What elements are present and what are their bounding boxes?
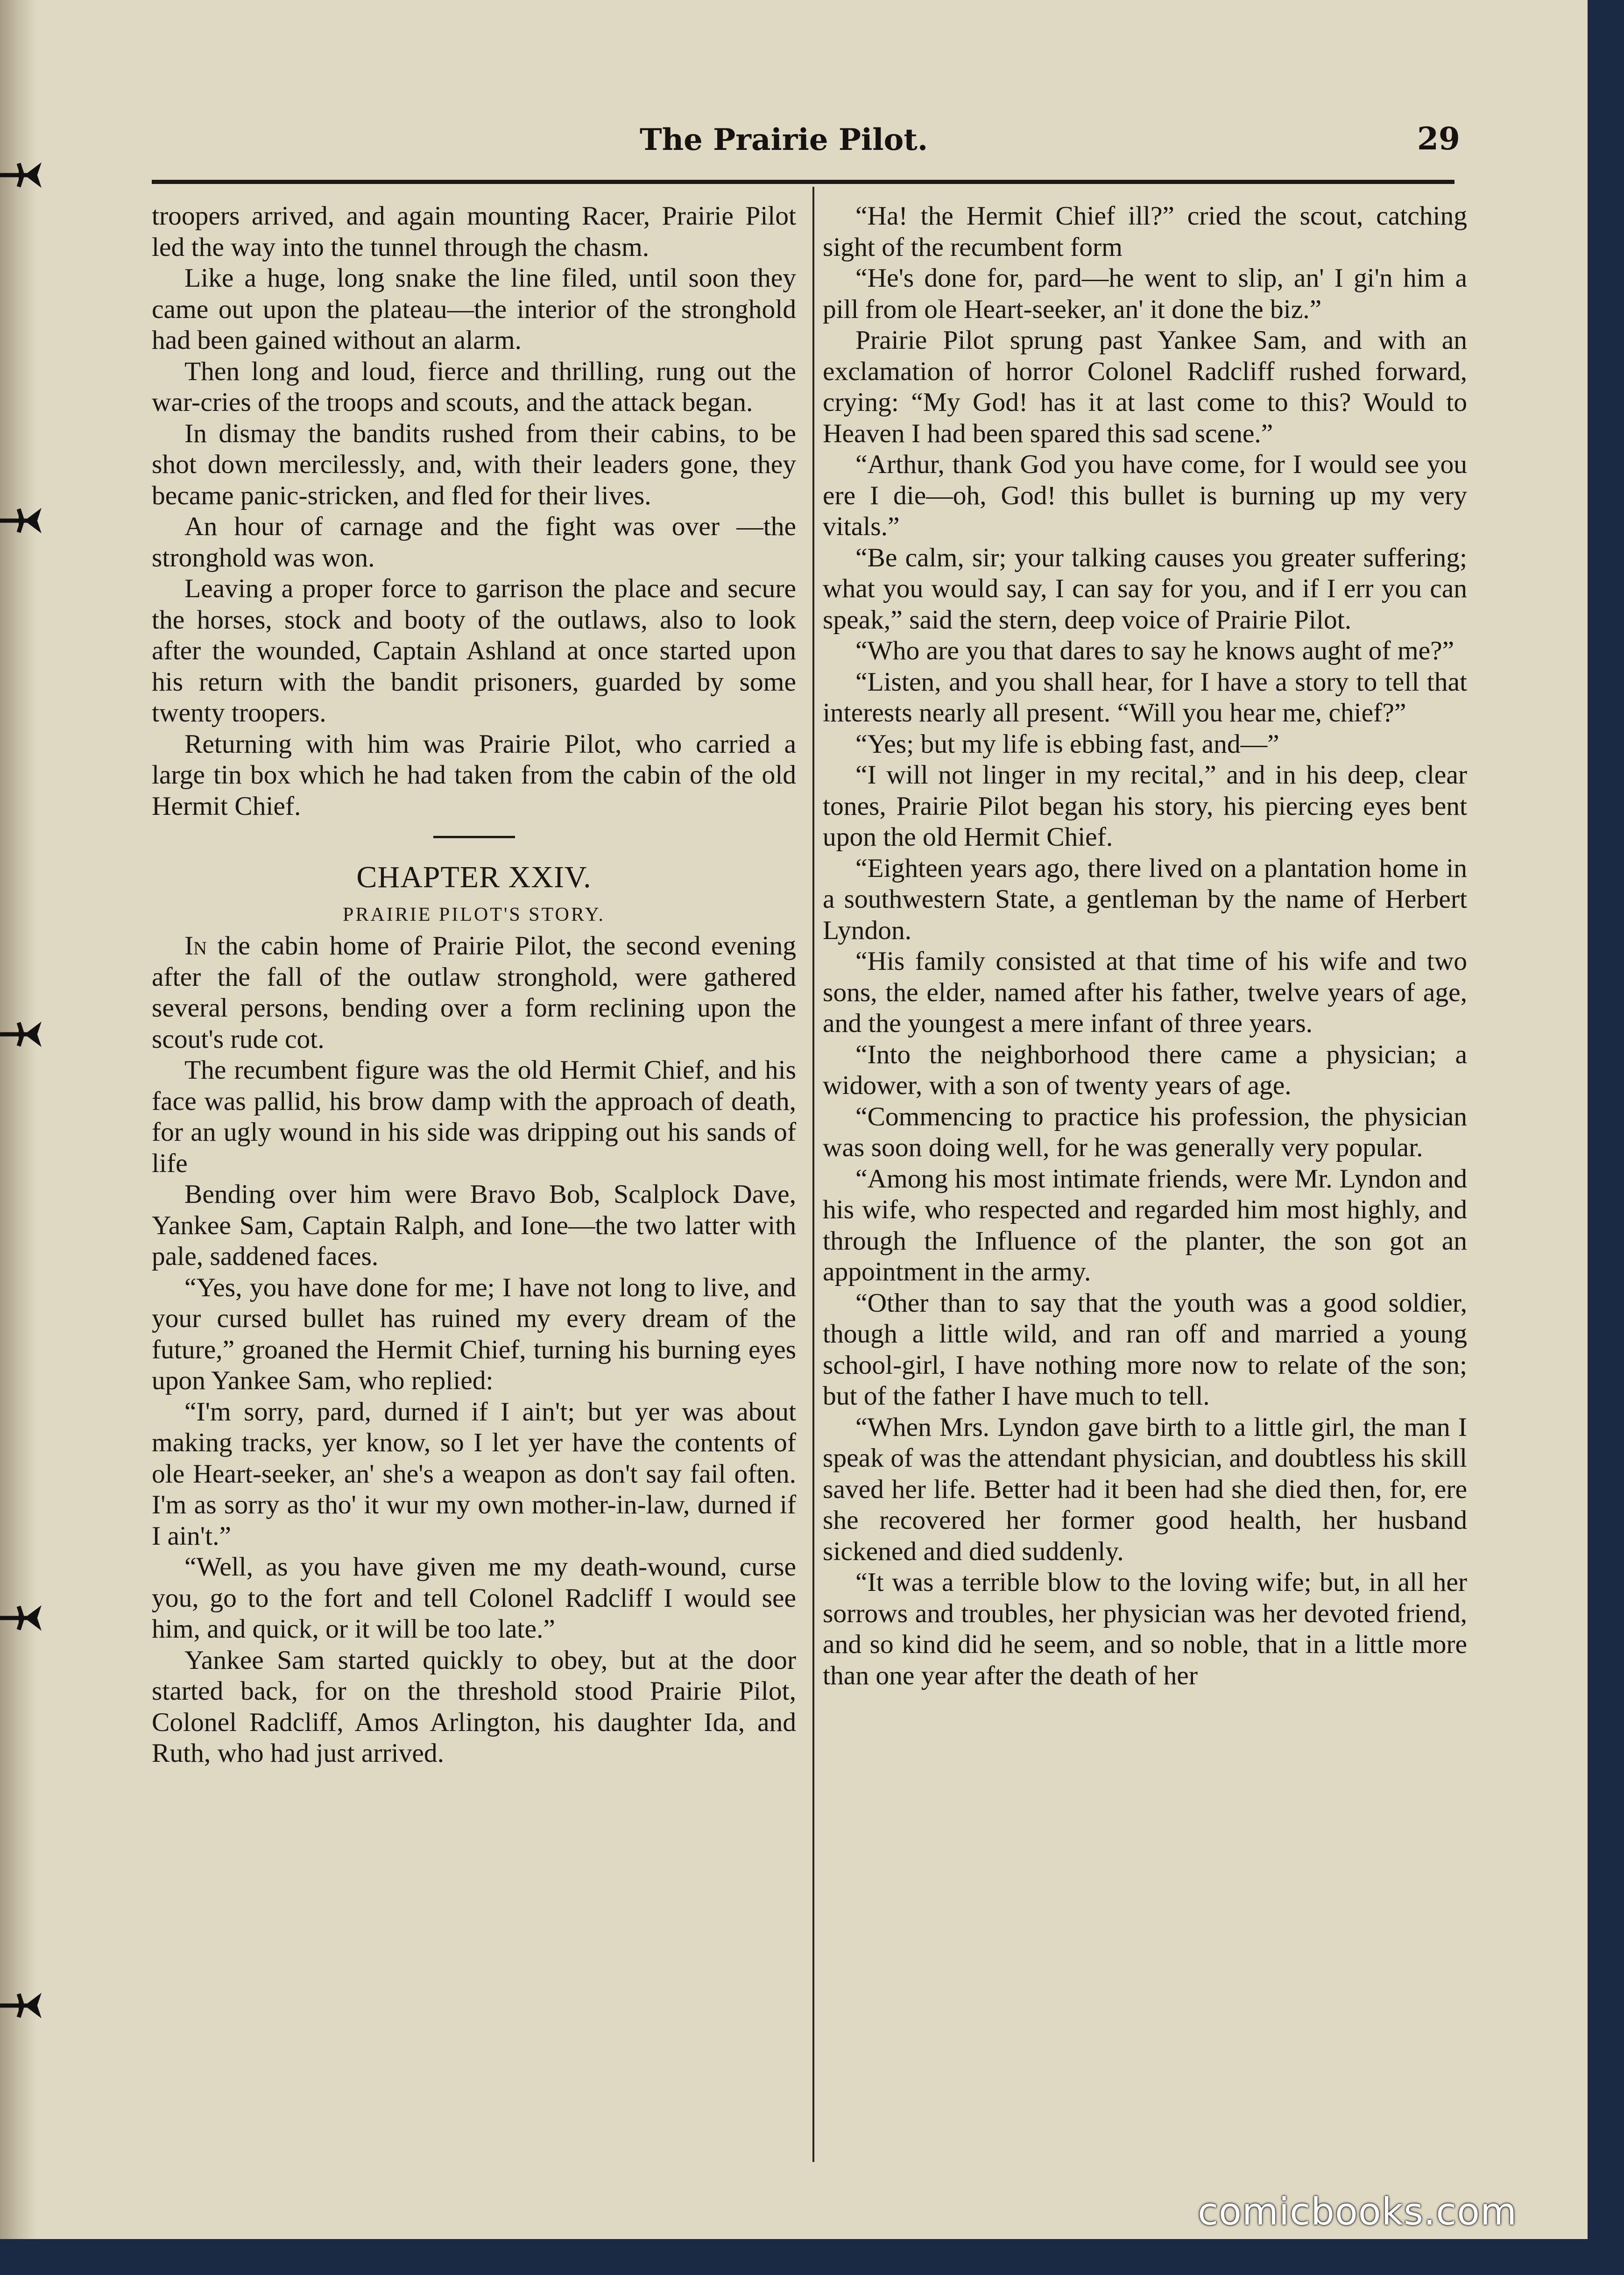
paragraph: “Be calm, sir; your talking causes you greater suffering; what you would say, I can say for you, and if I err you can speak,” said the stern, deep voice of Prairie Pilot. <box>823 543 1467 635</box>
paragraph: “Commencing to practice his profession, the physician was soon doing well, for he was generally very popular. <box>823 1102 1467 1162</box>
column-divider <box>812 187 814 2162</box>
paragraph: Bending over him were Bravo Bob, Scalplock Dave, Yankee Sam, Captain Ralph, and Ione—the two latter with pale, saddened faces. <box>152 1180 796 1271</box>
binding-stitch-icon <box>0 154 51 196</box>
paragraph: “Well, as you have given me my death-wound, curse you, go to the fort and tell Colonel Radcliff I would see him, and quick, or it will be too late.” <box>152 1552 796 1644</box>
paragraph: Returning with him was Prairie Pilot, who carried a large tin box which he had taken from the cabin of the old Hermit Chief. <box>152 729 796 821</box>
binding-stitch-icon <box>0 500 51 542</box>
chapter-first-word: In <box>184 931 207 961</box>
paragraph: “When Mrs. Lyndon gave birth to a little girl, the man I speak of was the attendant physician, and doubtless his skill saved her life. Better had it been had she died then, for, ere she recovered her former good health, her husband sickened and died suddenly. <box>823 1412 1467 1566</box>
right-column <box>823 201 1467 1691</box>
page-number: 29 <box>1417 120 1460 157</box>
chapter-title: CHAPTER XXIV. <box>356 860 592 894</box>
chapter-rule <box>433 836 515 838</box>
page-binding-edge <box>0 0 36 2239</box>
binding-stitch-icon <box>0 1013 51 1055</box>
running-head: The Prairie Pilot. <box>640 122 928 157</box>
chapter-subtitle: PRAIRIE PILOT'S STORY. <box>343 904 605 926</box>
paragraph: Like a huge, long snake the line filed, until soon they came out upon the plateau—the interior of the stronghold had been gained without an alarm. <box>152 263 796 355</box>
chapter-first-paragraph-text: the cabin home of Prairie Pilot, the second evening after the fall of the outlaw stronghold, were gathered several persons, bending over a form reclining upon the scout's rude cot. <box>152 931 796 1054</box>
paragraph: “Into the neighborhood there came a physician; a widower, with a son of twenty years of age. <box>823 1039 1467 1100</box>
paragraph: An hour of carnage and the fight was over —the stronghold was won. <box>152 512 796 572</box>
paragraph: “Arthur, thank God you have come, for I would see you ere I die—oh, God! this bullet is burning up my very vitals.” <box>823 450 1467 541</box>
paragraph: “Among his most intimate friends, were Mr. Lyndon and his wife, who respected and regarded him most highly, and through the Influence of the planter, the son got an appointment in the army. <box>823 1164 1467 1286</box>
left-column <box>152 201 796 1769</box>
paragraph: Yankee Sam started quickly to obey, but at the door started back, for on the threshold stood Prairie Pilot, Colonel Radcliff, Amos Arlington, his daughter Ida, and Ruth, who had just arrived. <box>152 1645 796 1768</box>
paragraph: In dismay the bandits rushed from their cabins, to be shot down mercilessly, and, with their leaders gone, they became panic-stricken, and fled for their lives. <box>152 418 796 510</box>
chapter-first-paragraph <box>152 931 796 1055</box>
paragraph: “Yes, you have done for me; I have not long to live, and your cursed bullet has ruined my every dream of the future,” groaned the Hermit Chief, turning his burning eyes upon Yankee Sam, who replied: <box>152 1272 796 1395</box>
paragraph: troopers arrived, and again mounting Racer, Prairie Pilot led the way into the tunnel through the chasm. <box>152 201 796 262</box>
paragraph: “It was a terrible blow to the loving wife; but, in all her sorrows and troubles, her physician was her devoted friend, and so kind did he seem, and so noble, that in a little more than one year after the death of her <box>823 1568 1467 1690</box>
paragraph: “I'm sorry, pard, durned if I ain't; but yer was about making tracks, yer know, so I let yer have the contents of ole Heart-seeker, an' she's a weapon as don't say fail often. I'm as sorry as tho' it wur my own mother-in-law, durned if I ain't.” <box>152 1397 796 1551</box>
paragraph: “He's done for, pard—he went to slip, an' I gi'n him a pill from ole Heart-seeker, an' it done the biz.” <box>823 263 1467 324</box>
paragraph: “Other than to say that the youth was a good soldier, though a little wild, and ran off and married a young school-girl, I have nothing more now to relate of the son; but of the father I have much to tell. <box>823 1288 1467 1411</box>
paragraph: “Listen, and you shall hear, for I have a story to tell that interests nearly all present. “Will you hear me, chief?” <box>823 667 1467 728</box>
paragraph: Leaving a proper force to garrison the place and secure the horses, stock and booty of the outlaws, also to look after the wounded, Captain Ashland at once started upon his return with the bandit prisoners, guarded by some twenty troopers. <box>152 574 796 728</box>
paragraph: Prairie Pilot sprung past Yankee Sam, and with an exclamation of horror Colonel Radcliff rushed forward, crying: “My God! has it at last come to this? Would to Heaven I had been spared this sad scene.” <box>823 325 1467 448</box>
paragraph: “I will not linger in my recital,” and in his deep, clear tones, Prairie Pilot began his story, his piercing eyes bent upon the old Hermit Chief. <box>823 760 1467 852</box>
paragraph: “Eighteen years ago, there lived on a plantation home in a southwestern State, a gentleman by the name of Herbert Lyndon. <box>823 853 1467 945</box>
binding-stitch-icon <box>0 1985 51 2027</box>
paragraph: “Who are you that dares to say he knows aught of me?” <box>855 636 1455 665</box>
header-rule <box>152 180 1455 184</box>
paragraph: Then long and loud, fierce and thrilling, rung out the war-cries of the troops and scouts, and the attack began. <box>152 356 796 417</box>
paragraph: “Ha! the Hermit Chief ill?” cried the scout, catching sight of the recumbent form <box>823 201 1467 262</box>
binding-stitch-icon <box>0 1597 51 1639</box>
site-watermark: comicbooks.com <box>1198 2190 1518 2233</box>
paragraph: “Yes; but my life is ebbing fast, and—” <box>855 729 1279 759</box>
paragraph: “His family consisted at that time of his wife and two sons, the elder, named after his father, twelve years of age, and the youngest a mere infant of three years. <box>823 947 1467 1038</box>
paragraph: The recumbent figure was the old Hermit Chief, and his face was pallid, his brow damp with the approach of death, for an ugly wound in his side was dripping out his sands of life <box>152 1055 796 1178</box>
